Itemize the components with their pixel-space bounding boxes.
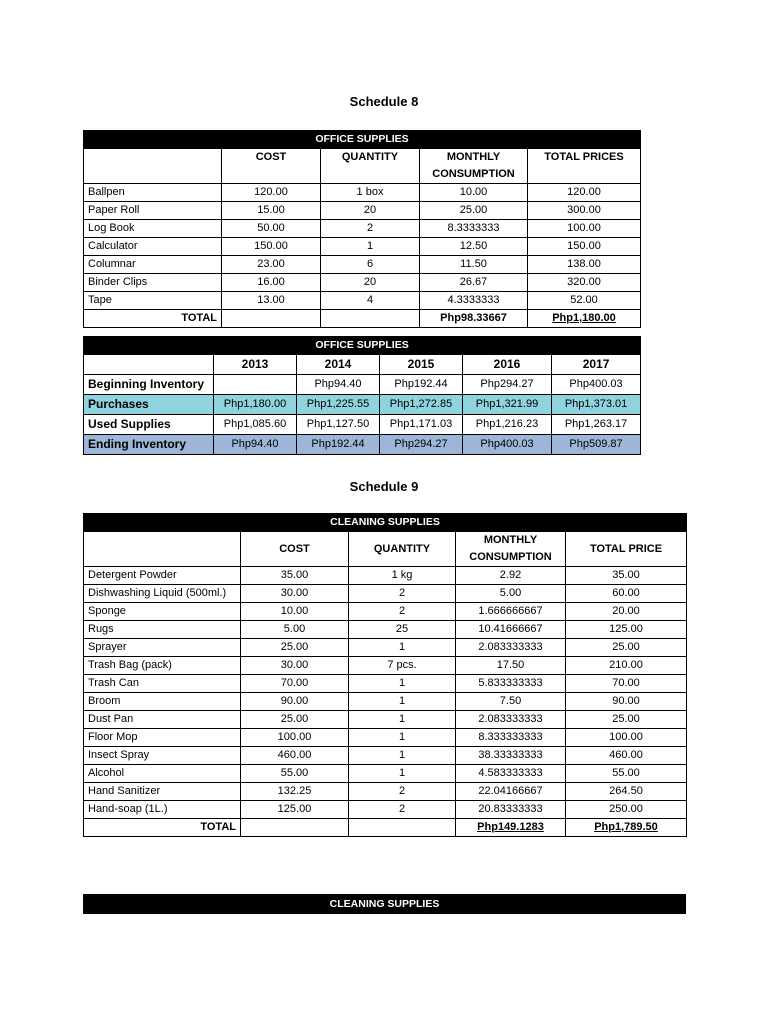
item-name: Broom — [84, 693, 241, 711]
item-name: Calculator — [84, 238, 222, 256]
inventory-value: Php400.03 — [552, 375, 641, 395]
inventory-value: Php1,127.50 — [297, 415, 380, 435]
total-monthly: Php149.1283 — [477, 821, 544, 833]
item-value: 264.50 — [566, 783, 687, 801]
inventory-banner: OFFICE SUPPLIES — [84, 337, 641, 355]
col-cost: COST — [241, 532, 349, 567]
item-value: 1 — [349, 711, 456, 729]
schedule-8-title: Schedule 8 — [349, 94, 419, 109]
table-row — [84, 184, 641, 202]
item-value: 100.00 — [528, 220, 641, 238]
year-2014: 2014 — [297, 355, 380, 375]
item-value: 2 — [349, 585, 456, 603]
inventory-table — [83, 336, 641, 455]
table-row — [84, 693, 687, 711]
col-total-prices: TOTAL PRICES — [528, 149, 641, 184]
inventory-value: Php294.27 — [463, 375, 552, 395]
item-name: Rugs — [84, 621, 241, 639]
item-name: Alcohol — [84, 765, 241, 783]
cleaning-supplies-banner: CLEANING SUPPLIES — [84, 514, 687, 532]
table-row — [84, 256, 641, 274]
col-monthly-consumption: MONTHLY CONSUMPTION — [456, 532, 566, 567]
total-monthly: Php98.33667 — [420, 310, 528, 328]
year-2017: 2017 — [552, 355, 641, 375]
col-cost: COST — [222, 149, 321, 184]
table-row — [84, 292, 641, 310]
item-name: Sponge — [84, 603, 241, 621]
item-value: 55.00 — [241, 765, 349, 783]
inventory-value: Php192.44 — [297, 435, 380, 455]
item-value: 1 — [349, 729, 456, 747]
item-value: 4.583333333 — [456, 765, 566, 783]
item-value: 1 — [321, 238, 420, 256]
item-value: 5.00 — [241, 621, 349, 639]
table-row — [84, 621, 687, 639]
item-value: 10.41666667 — [456, 621, 566, 639]
item-value: 15.00 — [222, 202, 321, 220]
item-value: 7.50 — [456, 693, 566, 711]
item-name: Floor Mop — [84, 729, 241, 747]
inventory-row — [84, 375, 641, 395]
inventory-label: Beginning Inventory — [84, 375, 214, 395]
item-name: Trash Can — [84, 675, 241, 693]
table-row — [84, 783, 687, 801]
item-name: Dust Pan — [84, 711, 241, 729]
table-row — [84, 675, 687, 693]
item-value: 11.50 — [420, 256, 528, 274]
item-value: 2 — [321, 220, 420, 238]
item-value: 2 — [349, 783, 456, 801]
item-value: 300.00 — [528, 202, 641, 220]
inventory-value — [214, 375, 297, 395]
office-supplies-table — [83, 130, 641, 328]
item-value: 1 — [349, 747, 456, 765]
item-value: 2 — [349, 603, 456, 621]
office-supplies-banner: OFFICE SUPPLIES — [84, 131, 641, 149]
inventory-value: Php1,085.60 — [214, 415, 297, 435]
item-value: 16.00 — [222, 274, 321, 292]
item-value: 25.00 — [566, 711, 687, 729]
inventory-value: Php294.27 — [380, 435, 463, 455]
year-2013: 2013 — [214, 355, 297, 375]
inventory-value: Php1,321.99 — [463, 395, 552, 415]
item-value: 25 — [349, 621, 456, 639]
inventory-value: Php1,171.03 — [380, 415, 463, 435]
item-value: 35.00 — [566, 567, 687, 585]
item-value: 150.00 — [222, 238, 321, 256]
table-row — [84, 603, 687, 621]
inventory-label: Ending Inventory — [84, 435, 214, 455]
item-value: 132.25 — [241, 783, 349, 801]
inventory-value: Php1,373.01 — [552, 395, 641, 415]
table-row — [84, 202, 641, 220]
item-value: 25.00 — [241, 639, 349, 657]
table-row — [84, 765, 687, 783]
item-value: 52.00 — [528, 292, 641, 310]
item-value: 2.083333333 — [456, 639, 566, 657]
item-value: 35.00 — [241, 567, 349, 585]
item-value: 90.00 — [241, 693, 349, 711]
item-value: 7 pcs. — [349, 657, 456, 675]
item-value: 125.00 — [566, 621, 687, 639]
item-value: 1 kg — [349, 567, 456, 585]
item-value: 8.333333333 — [456, 729, 566, 747]
item-name: Tape — [84, 292, 222, 310]
item-value: 8.3333333 — [420, 220, 528, 238]
item-value: 20.00 — [566, 603, 687, 621]
item-value: 30.00 — [241, 585, 349, 603]
item-value: 10.00 — [420, 184, 528, 202]
item-value: 2 — [349, 801, 456, 819]
cleaning-supplies-table — [83, 513, 687, 837]
item-value: 120.00 — [222, 184, 321, 202]
item-value: 13.00 — [222, 292, 321, 310]
inventory-value: Php1,272.85 — [380, 395, 463, 415]
item-name: Hand-soap (1L.) — [84, 801, 241, 819]
inventory-label: Purchases — [84, 395, 214, 415]
item-value: 125.00 — [241, 801, 349, 819]
item-value: 2.92 — [456, 567, 566, 585]
item-value: 210.00 — [566, 657, 687, 675]
item-value: 55.00 — [566, 765, 687, 783]
item-value: 20 — [321, 202, 420, 220]
item-value: 25.00 — [566, 639, 687, 657]
inventory-value: Php1,263.17 — [552, 415, 641, 435]
item-value: 90.00 — [566, 693, 687, 711]
inventory-value: Php400.03 — [463, 435, 552, 455]
item-value: 60.00 — [566, 585, 687, 603]
inventory-label: Used Supplies — [84, 415, 214, 435]
item-value: 100.00 — [241, 729, 349, 747]
item-value: 5.00 — [456, 585, 566, 603]
item-value: 1 — [349, 765, 456, 783]
table-row — [84, 585, 687, 603]
table-row — [84, 711, 687, 729]
item-name: Trash Bag (pack) — [84, 657, 241, 675]
item-value: 1 — [349, 639, 456, 657]
item-value: 250.00 — [566, 801, 687, 819]
item-value: 4 — [321, 292, 420, 310]
item-name: Detergent Powder — [84, 567, 241, 585]
item-value: 138.00 — [528, 256, 641, 274]
item-value: 23.00 — [222, 256, 321, 274]
item-value: 70.00 — [566, 675, 687, 693]
total-price: Php1,789.50 — [594, 821, 658, 833]
col-quantity: QUANTITY — [321, 149, 420, 184]
item-value: 70.00 — [241, 675, 349, 693]
item-value: 26.67 — [420, 274, 528, 292]
inventory-row — [84, 435, 641, 455]
item-value: 320.00 — [528, 274, 641, 292]
inventory-value: Php1,180.00 — [214, 395, 297, 415]
year-2015: 2015 — [380, 355, 463, 375]
table-row — [84, 801, 687, 819]
inventory-value: Php1,225.55 — [297, 395, 380, 415]
item-value: 100.00 — [566, 729, 687, 747]
item-name: Log Book — [84, 220, 222, 238]
item-name: Insect Spray — [84, 747, 241, 765]
total-label: TOTAL — [84, 819, 241, 837]
item-name: Sprayer — [84, 639, 241, 657]
col-quantity: QUANTITY — [349, 532, 456, 567]
year-2016: 2016 — [463, 355, 552, 375]
table-row — [84, 567, 687, 585]
col-total-price: TOTAL PRICE — [566, 532, 687, 567]
item-name: Dishwashing Liquid (500ml.) — [84, 585, 241, 603]
item-value: 10.00 — [241, 603, 349, 621]
item-value: 1.666666667 — [456, 603, 566, 621]
item-value: 20 — [321, 274, 420, 292]
inventory-row — [84, 395, 641, 415]
item-value: 17.50 — [456, 657, 566, 675]
item-value: 460.00 — [241, 747, 349, 765]
item-value: 25.00 — [241, 711, 349, 729]
inventory-row — [84, 415, 641, 435]
inventory-value: Php94.40 — [297, 375, 380, 395]
item-value: 22.04166667 — [456, 783, 566, 801]
table-row — [84, 639, 687, 657]
item-name: Binder Clips — [84, 274, 222, 292]
item-value: 1 — [349, 693, 456, 711]
footer-cleaning-supplies-banner: CLEANING SUPPLIES — [83, 894, 686, 914]
item-name: Columnar — [84, 256, 222, 274]
item-value: 120.00 — [528, 184, 641, 202]
item-value: 1 — [349, 675, 456, 693]
item-value: 38.33333333 — [456, 747, 566, 765]
inventory-value: Php192.44 — [380, 375, 463, 395]
item-value: 20.83333333 — [456, 801, 566, 819]
inventory-value: Php509.87 — [552, 435, 641, 455]
item-value: 25.00 — [420, 202, 528, 220]
table-row — [84, 274, 641, 292]
table-row — [84, 238, 641, 256]
col-monthly-consumption: MONTHLY CONSUMPTION — [420, 149, 528, 184]
schedule-9-title: Schedule 9 — [349, 479, 419, 494]
table-row — [84, 747, 687, 765]
inventory-value: Php1,216.23 — [463, 415, 552, 435]
item-value: 150.00 — [528, 238, 641, 256]
item-value: 4.3333333 — [420, 292, 528, 310]
item-value: 1 box — [321, 184, 420, 202]
item-value: 460.00 — [566, 747, 687, 765]
inventory-value: Php94.40 — [214, 435, 297, 455]
item-value: 12.50 — [420, 238, 528, 256]
item-value: 5.833333333 — [456, 675, 566, 693]
item-value: 50.00 — [222, 220, 321, 238]
item-value: 2.083333333 — [456, 711, 566, 729]
total-price: Php1,180.00 — [552, 312, 616, 324]
item-value: 30.00 — [241, 657, 349, 675]
item-name: Hand Sanitizer — [84, 783, 241, 801]
item-name: Paper Roll — [84, 202, 222, 220]
table-row — [84, 729, 687, 747]
item-value: 6 — [321, 256, 420, 274]
table-row — [84, 657, 687, 675]
item-name: Ballpen — [84, 184, 222, 202]
total-label: TOTAL — [84, 310, 222, 328]
table-row — [84, 220, 641, 238]
